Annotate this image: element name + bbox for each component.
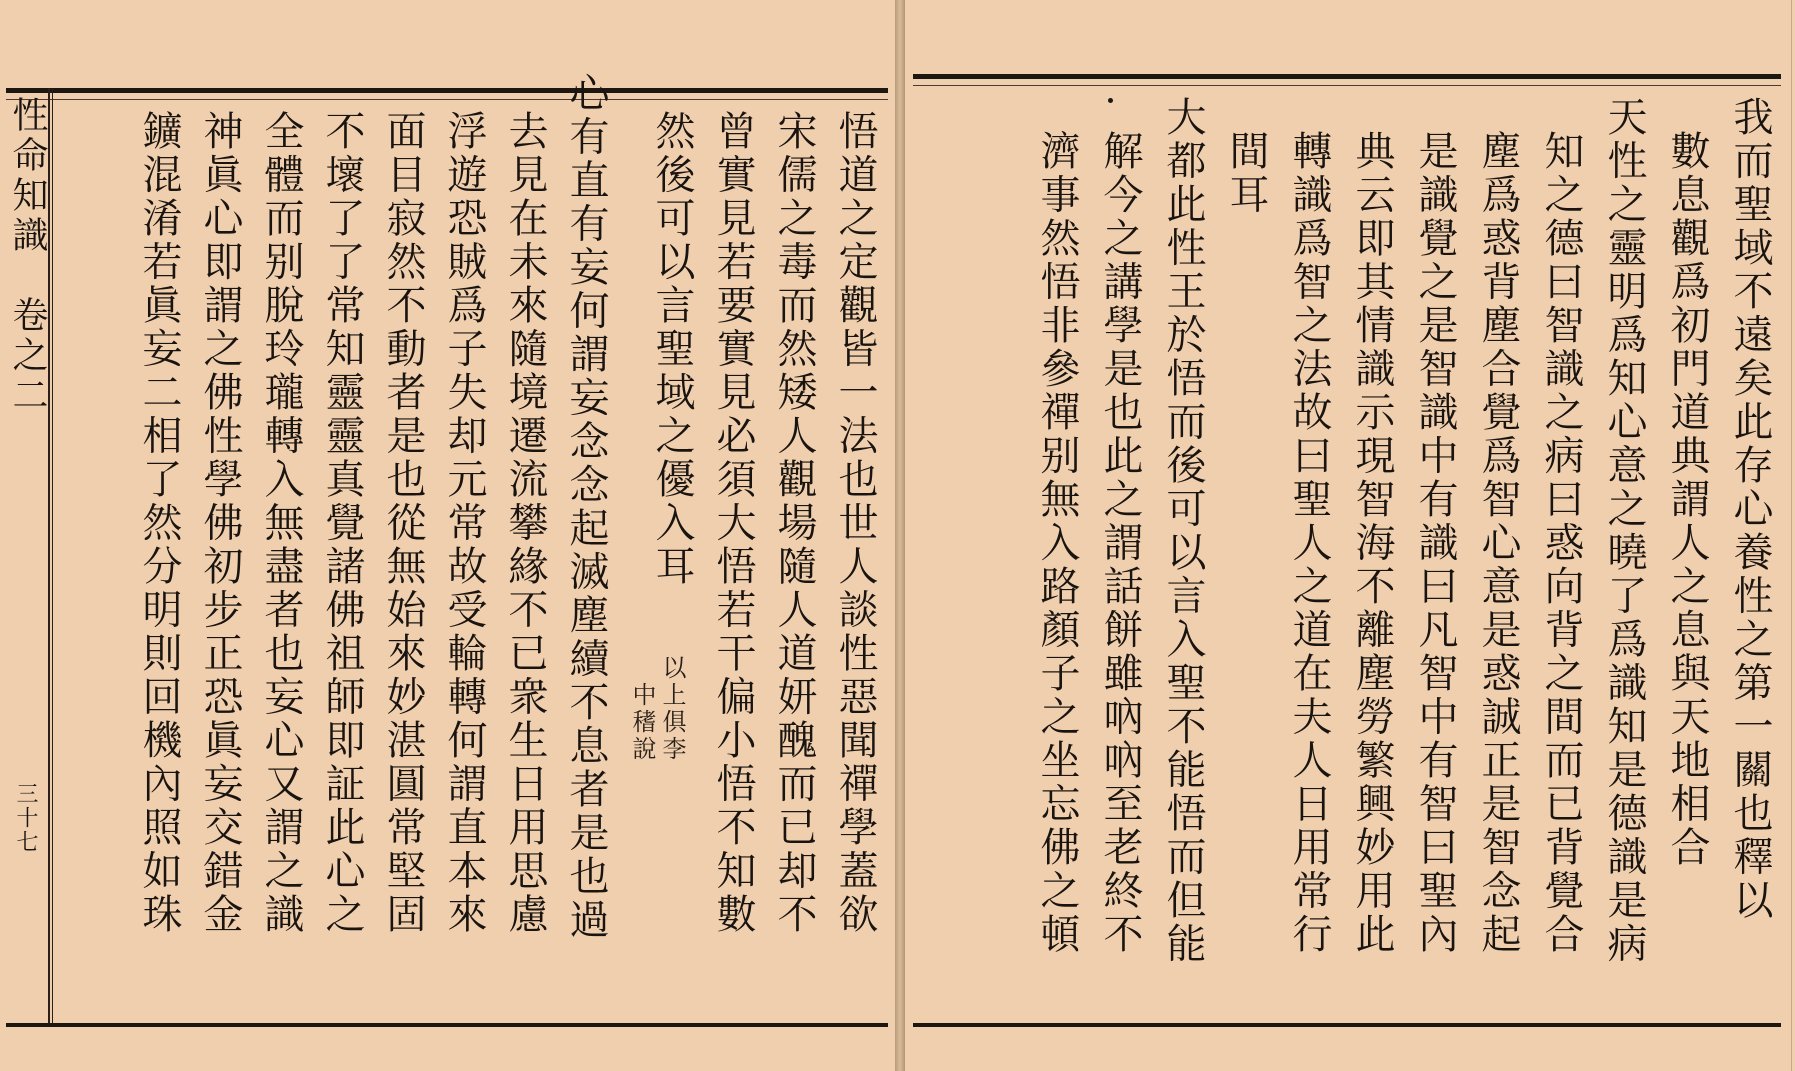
text-column: 塵爲惑背塵合覺爲智心意是惑誠正是智念起 — [1475, 130, 1521, 957]
left-page — [0, 0, 895, 1071]
annotation-note: 以上俱李 — [658, 655, 686, 763]
text-column: 濟事然悟非參禪别無入路顏子之坐忘佛之頓 — [1034, 130, 1080, 957]
book-gutter — [895, 0, 905, 1071]
punctuation-mark — [1108, 98, 1113, 103]
text-column: 曾實見若要實見必須大悟若干偏小悟不知數 — [710, 110, 756, 937]
text-column: 不壞了了常知靈靈真覺諸佛祖師即証此心之 — [319, 110, 365, 937]
text-column: 全體而别脫玲瓏轉入無盡者也妄心又謂之識 — [258, 110, 304, 937]
text-column: 浮遊恐賊爲子失却元常故受輪轉何謂直本來 — [441, 110, 487, 937]
text-column: 悟道之定觀皆一法也世人談性惡聞禪學蓋欲 — [832, 110, 878, 937]
margin-rule — [48, 88, 50, 1023]
text-column: 神眞心即謂之佛性學佛初步正恐眞妄交錯金 — [197, 110, 243, 937]
folio-number: 三十七 — [13, 782, 38, 854]
text-column: 心有直有妄何謂妄念念起滅塵續不息者是也過 — [563, 72, 609, 942]
text-column: 解今之講學是也此之謂話餅雖吶吶至老終不 — [1097, 130, 1143, 957]
text-column: 轉識爲智之法故曰聖人之道在夫人日用常行 — [1286, 130, 1332, 957]
margin-rule-inner — [52, 88, 53, 1023]
text-column: 面目寂然不動者是也從無始來妙湛圓常堅固 — [380, 110, 426, 937]
text-column: 知之德曰智識之病曰惑向背之間而已背覺合 — [1538, 130, 1584, 957]
text-column: 大都此性王於悟而後可以言入聖不能悟而但能 — [1160, 96, 1206, 966]
text-column: 鑛混淆若眞妄二相了然分明則回機內照如珠 — [136, 110, 182, 937]
page-edge — [1791, 0, 1795, 1071]
text-column: 是識覺之是智識中有識曰凡智中有智曰聖內 — [1412, 130, 1458, 957]
text-column: 天性之靈明爲知心意之曉了爲識知是德識是病 — [1601, 96, 1647, 966]
text-column: 我而聖域不遠矣此存心養性之第一關也釋以 — [1727, 96, 1773, 923]
running-title: 性命知識 卷之二 — [7, 96, 48, 416]
text-column: 去見在未來隨境遷流攀緣不已衆生日用思慮 — [502, 110, 548, 937]
text-column: 典云即其情識示現智海不離塵勞繁興妙用此 — [1349, 130, 1395, 957]
text-column: 數息觀爲初門道典謂人之息與天地相合 — [1664, 130, 1710, 870]
text-column: 然後可以言聖域之優入耳 — [649, 110, 695, 589]
text-column: 間耳 — [1223, 130, 1269, 217]
annotation-note: 中䅲說 — [628, 682, 656, 763]
right-page — [905, 0, 1795, 1071]
text-column: 宋儒之毒而然矮人觀場隨人道妍醜而已却不 — [771, 110, 817, 937]
